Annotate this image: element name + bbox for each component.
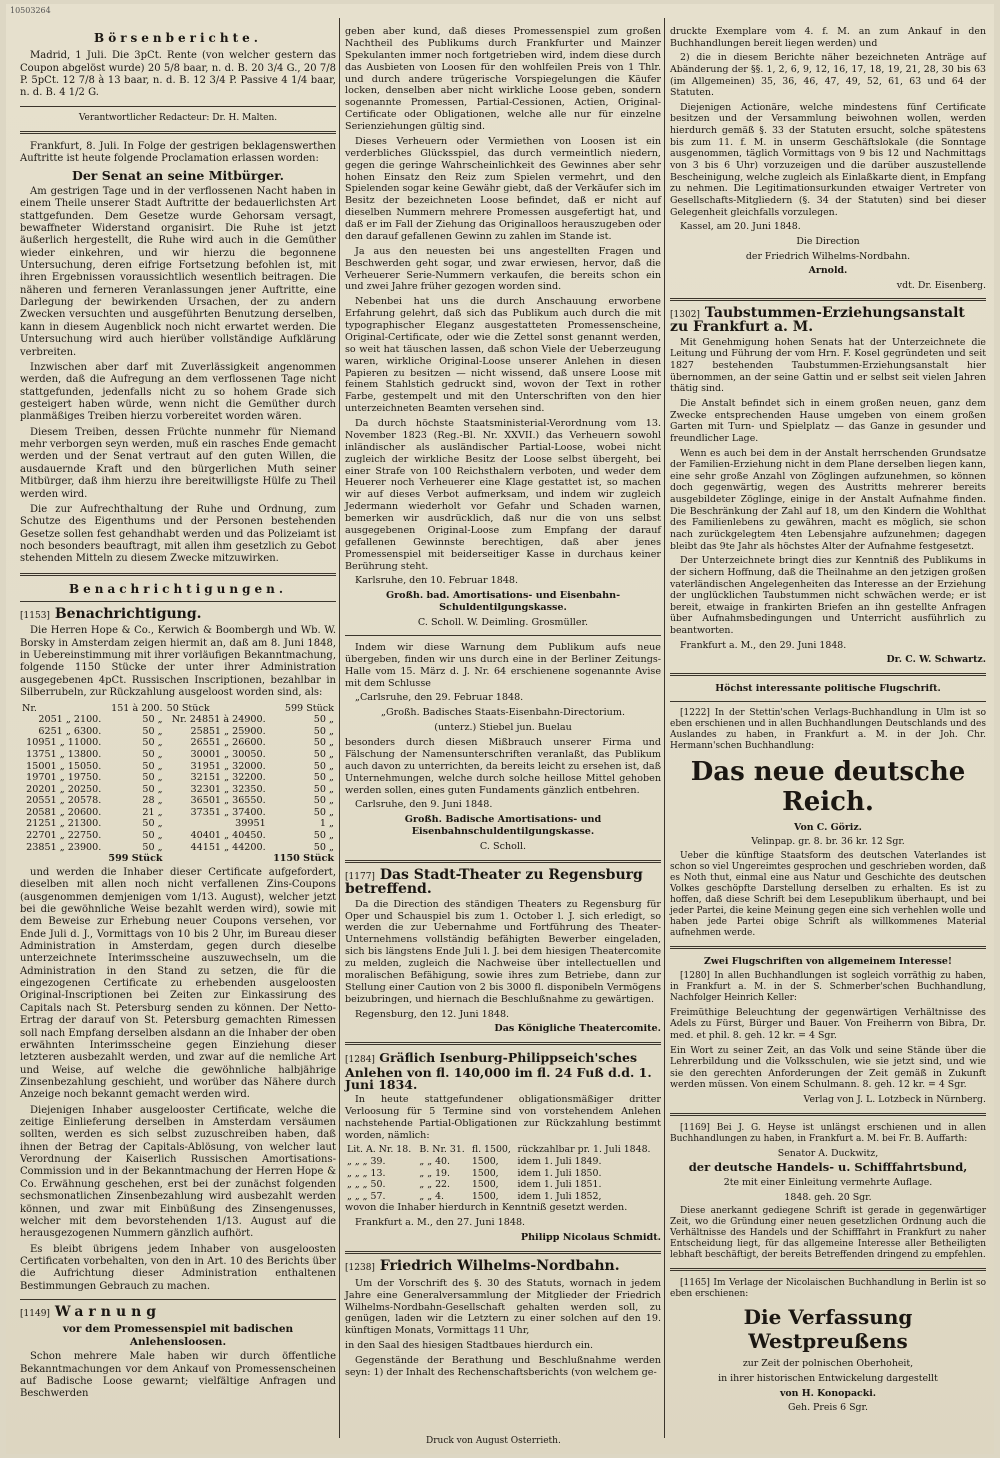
table-cell: 36501 „ 36550. (190, 795, 266, 807)
table-row (20, 737, 336, 749)
table-cell: 25851 „ 25900. (190, 725, 266, 737)
ad-1238-paragraph: Gegenstände der Berathung und Beschlußnahme werden seyn: 1) der Inhalt des Rechenschaftsberichts (von welchem ge- (345, 1355, 661, 1378)
ad-1280-text: In allen Buchhandlungen ist sogleich vorräthig zu haben, in Frankfurt a. M. in der S. Schmerber'schen Buchhandlung, Nachfolger Heinrich Keller: (670, 970, 986, 1003)
ad-ref: [1153] (20, 611, 50, 622)
ad-1284-paragraph: wovon die Inhaber hierdurch in Kenntniß gesetzt werden. (345, 1202, 628, 1214)
senat-title: Der Senat an seine Mitbürger. (72, 167, 284, 183)
divider (670, 701, 986, 702)
ad-ref: [1177] (345, 871, 375, 882)
divider (345, 1251, 661, 1254)
table-cell: idem 1. Juli 1851. (517, 1179, 602, 1191)
table-cell: 1500, (471, 1167, 499, 1179)
table-cell: 23851 „ 23900. (26, 841, 102, 853)
table-cell: 50 „ (313, 783, 334, 795)
table-cell: 20551 „ 20578. (26, 795, 102, 807)
schedule-row (345, 1191, 661, 1203)
column-2 (345, 26, 661, 1382)
table-cell: 2051 „ 2100. (38, 714, 102, 726)
pamphlet-entry: Freimüthige Beleuchtung der gegenwärtigen Verhältnisse des Adels zu Fürst, Bürger und Bauer. Von Freiherrn von Bibra, Dr. med. et phil. 8. geh. 12 kr. = 4 Sgr. (670, 1006, 986, 1041)
ad-1302-paragraph: Mit Genehmigung hohen Senats hat der Unterzeichnete die Leitung und Führung der vom Hrn. F. Kosel gegründeten und seit 1827 bestehenden Taubstummen-Erziehungsanstalt hier übernommen, an der seine Gattin und er selbst seit vielen Jahren thätig sind. (670, 336, 986, 395)
ad-1284-paragraph: In heute stattgefundener obligationsmäßiger dritter Verloosung für 5 Termine sind von vorstehendem Anlehen nachstehende Partial-Obligationen zur Rückzahlung bestimmt worden, nämlich: (345, 1093, 661, 1141)
divider (20, 601, 336, 602)
table-cell: 50 „ (313, 841, 334, 853)
section-title-boersen: Börsenberichte. (94, 31, 262, 45)
ad-1149-paragraph: Schon mehrere Male haben wir durch öffentliche Bekanntmachungen vor dem Ankauf von Promessenscheinen auf Badische Loose gewarnt; vielfältige Anfragen und Beschwerden (20, 1351, 336, 1400)
table-cell: „ „ 22. (419, 1179, 450, 1191)
table-row (20, 761, 336, 773)
table-cell: Nr. 24851 à 24900. (171, 714, 266, 726)
table-cell: 13751 „ 13800. (26, 748, 102, 760)
table-body (20, 714, 336, 853)
newspaper-page (6, 4, 994, 1454)
table-cell: B. Nr. 31. (419, 1144, 465, 1156)
senat-paragraph: Diesem Treiben, dessen Früchte nunmehr für Niemand mehr verborgen seyn werden, muß ein rasches Ende gemacht werden und der Senat vertraut auf den guten Willen, die ausdauernde Kraft und den bürgerlichen Muth seiner Mitbürger, daß ihm hierzu ihre bereitwilligste Hülfe zu Theil werden wird. (20, 426, 336, 500)
table-cell: 50 Stück (166, 702, 210, 714)
senat-paragraph: Die zur Aufrechthaltung der Ruhe und Ordnung, zum Schutze des Eigenthums und der Personen bestehenden Gesetze sollen fest gehandhabt werden und das Polizeiamt ist noch besonders beauftragt, mit allen ihm gesetzlich zu Gebot stehenden Mitteln zu diesem Zwecke mitzuwirken. (20, 503, 336, 565)
table-cell: 599 Stück (108, 853, 163, 865)
senat-paragraph: Inzwischen aber darf mit Zuverlässigkeit angenommen werden, daß die Aufregung an dem verflossenen Tage nicht stattgefunden, jedenfalls nicht zu so hohem Grade sich gesteigert haben würde, wenn nicht die Gemüther durch planmäßiges Treiben hierzu vorbereitet worden wären. (20, 361, 336, 423)
book-description: Ueber die künftige Staatsform des deutschen Vaterlandes ist schon so viel Ungereimtes gesprochen und geschrieben worden, daß es Noth thut, einmal eine aus Natur und Geschichte des deutschen Volkes geschöpfte Darstellung derselben zu erhalten. Es ist zu hoffen, daß diese Schrift bei dem Lesepublikum überhaupt, und bei jeder Partei, die keine Meinung gegen eine sich verhehlen wolle und haben jede Partei obige Schrift als willkommenes Material aufnehmen werde. (670, 850, 986, 938)
table-cell: 50 „ (142, 772, 163, 784)
table-cell: 10951 „ 11000. (26, 737, 102, 749)
table-cell: 22701 „ 22750. (26, 830, 102, 842)
printer-footer: Druck von August Osterrieth. (426, 1436, 561, 1446)
warnung-paragraph: Nebenbei hat uns die durch Anschauung erworbene Erfahrung gelehrt, daß sich das Publikum auch durch die mit typographischer Eleganz ausgestatteten Promessenscheine, Original-Certificate, oder wie die Zettel sonst genannt werden, so weit hat täuschen lassen, daß schon Viele der Ueberzeugung waren, wirkliche Original-Loose unserer Anlehen in diesen Papieren zu besitzen — nicht wissend, daß unsere Loose mit feinem Stahlstich gedruckt sind, wovon der Text in rother Farbe, gestempelt und mit den Unterschriften von den hier unterzeichneten Beamten versehen sind. (345, 296, 661, 415)
warnung-paragraph: Indem wir diese Warnung dem Publikum aufs neue übergeben, finden wir uns durch eine in der Berliner Zeitungs-Halle vom 15. März d. J. Nr. 64 erschienene sogenannte Avise mit dem Schlusse (345, 641, 661, 689)
table-cell: 44151 „ 44200. (190, 841, 266, 853)
book-price: Velinpap. gr. 8. br. 36 kr. 12 Sgr. (751, 836, 905, 848)
table-cell: 151 à 200. (111, 702, 163, 714)
ad-ref: [1149] (20, 1309, 50, 1320)
signature: Das Königliche Theatercomite. (494, 1023, 661, 1035)
table-row (20, 749, 336, 761)
table-cell: 37351 „ 37400. (190, 806, 266, 818)
divider (20, 106, 336, 107)
draw-table (20, 703, 336, 865)
publisher-line: Verlag von J. L. Lotzbeck in Nürnberg. (803, 1094, 986, 1106)
ad-1238-paragraph: Um der Vorschrift des §. 30 des Statuts, wornach in jedem Jahre eine Generalversammlung der Mitglieder der Friedrich Wilhelms-Nordbahn-Gesellschaft gehalten werden soll, zu genügen, laden wir die Letztern zu einer solchen auf den 19. künftigen Monats, Vormittags 11 Uhr, (345, 1277, 661, 1337)
schedule-body (345, 1144, 661, 1202)
place-date: Carlsruhe, den 9. Juni 1848. (355, 799, 493, 811)
table-cell: 1500, (471, 1155, 499, 1167)
divider (670, 1113, 986, 1116)
table-cell: 19701 „ 19750. (26, 772, 102, 784)
table-row (20, 795, 336, 807)
book-price: Geh. Preis 6 Sgr. (788, 1402, 868, 1414)
table-cell: 50 „ (313, 830, 334, 842)
ad-title: Das Stadt-Theater zu Regensburg betreffend. (345, 866, 643, 897)
signature: Dr. C. W. Schwartz. (886, 654, 986, 666)
table-header-row (20, 703, 336, 715)
table-cell: „ „ 4. (419, 1190, 445, 1202)
quote-line: „Großh. Badisches Staats-Eisenbahn-Directorium. (381, 707, 625, 719)
table-cell: 1500, (471, 1190, 499, 1202)
ad-title: Friedrich Wilhelms-Nordbahn. (379, 1257, 620, 1274)
book-author: Von C. Göriz. (794, 821, 862, 833)
table-cell: 32301 „ 32350. (190, 783, 266, 795)
ad-1153-heading (20, 608, 336, 622)
table-cell: 20201 „ 20250. (26, 783, 102, 795)
table-cell: „ „ „ 57. (347, 1190, 386, 1202)
signatories: C. Scholl. (479, 841, 527, 852)
ad-1302-paragraph: Wenn es auch bei dem in der Anstalt herrschenden Grundsatze der Familien-Erziehung nicht in dem Plane derselben liegen kann, eine sehr große Anzahl von Zöglingen aufzunehmen, so können doch gegenwärtig, wegen des Austritts mehrerer bereits ausgebildeter Zöglinge, einige in der Anstalt Aufnahme finden. Die Beschränkung der Zahl auf 18, um den Kindern die Wohlthat des Familienlebens zu gewähren, macht es möglich, sie schon nach zurückgelegtem 4ten Lebensjahre aufzunehmen; dagegen bleibt das 9te Jahr als höchstes Alter der Aufnahme festgesetzt. (670, 447, 986, 552)
book-subtitle: zur Zeit der polnischen Oberhoheit, (742, 1358, 914, 1370)
table-cell: „ „ „ 50. (347, 1179, 386, 1191)
ad-ref: [1222] (680, 707, 710, 718)
archive-id: 10503264 (10, 6, 51, 15)
ad-1153-paragraph: und werden die Inhaber dieser Certificate aufgefordert, dieselben mit allen noch nicht verfallenen Zins-Coupons (ausgenommen demjenigen vom 1/13. August), welcher jetzt bei die gewöhnliche Weise bezahlt werden wird), sowie mit dem Beweise zur Erhebung neuer Coupons versehen, vor Ende Juli d. J., Vormittags von 10 bis 2 Uhr, im Bureau dieser Administration in Amsterdam, gegen durch dieselbe unterzeichnete Interimsscheine auszuwechseln, um die Administration in den Stand zu setzen, die für die eingezogenen Certificate zu erhebenden ausgeloosten Original-Inscriptionen bei Zeiten zur Einkassirung des Capitals nach St. Petersburg senden zu können. Der Netto-Ertrag der darauf von St. Petersburg gemachten Rimessen soll nach Empfang derselben alsdann an die Inhaber der oben erwähnten Interimsscheine gegen Einziehung dieser letzteren ausbezahlt werden, und zwar auf die nemliche Art und Weise, auf welche die gewöhnliche halbjährige Zinsenbezahlung geschieht, und worüber das Nähere durch Anzeige noch bekannt gemacht werden wird. (20, 866, 336, 1101)
ad-ref: [1238] (345, 1262, 375, 1273)
table-cell: 50 „ (313, 737, 334, 749)
table-cell: 30001 „ 30050. (190, 748, 266, 760)
table-cell: idem 1. Juli 1850. (517, 1167, 602, 1179)
book-edition: 2te mit einer Einleitung vermehrte Auflage. (723, 1177, 933, 1188)
ad-1238-paragraph: in den Saal des hiesigen Stadtbaues hierdurch ein. (345, 1340, 594, 1352)
signatories: C. Scholl. W. Deimling. Grosmüller. (417, 617, 589, 628)
repayment-schedule (345, 1144, 661, 1202)
table-cell: 28 „ (142, 795, 163, 807)
ad-1302-paragraph: Die Anstalt befindet sich in einem großen neuen, ganz dem Zwecke entsprechenden Hause umgeben von einem großen Garten mit Turn- und Spielplatz — das Ganze in gesunder und freundlicher Lage. (670, 397, 986, 444)
ad-title: Benachrichtigung. (54, 606, 202, 623)
authority-name: Großh. Badische Amortisations- und Eisenbahnschuldentilgungskasse. (404, 814, 602, 838)
ad-1153-paragraph: Diejenigen Inhaber ausgelooster Certificate, welche die zeitige Einlieferung derselben in Amsterdam versäumen sollten, werden es sich selbst zuzuschreiben haben, daß ihnen der Betrag der Capitals-Ablösung, von welcher laut Verordnung der Kaiserlich Russischen Amortisations-Commission und in der Bekanntmachung der Herren Hope & Co. Erwähnung geschehen, erst bei der zunächst folgenden sechsmonatlichen Zinsenbezahlung wird ausbezahlt werden können, und zwar mit Einbüßung des Zinsengenusses, welcher mit dem bevorstehenden 1/13. August auf die herausgezogenen Nummern gänzlich aufhört. (20, 1104, 336, 1240)
table-cell: 21 „ (142, 806, 163, 818)
table-cell: 50 „ (142, 714, 163, 726)
madrid-report: Madrid, 1 Juli. Die 3pCt. Rente (von welcher gestern das Coupon abgelöst wurde) 20 5/8 baar, n. d. B. 20 3/4 G., 20 7/8 P. 5pCt. 12 7/8 à 13 baar, n. d. B. 12 3/4 P. Passive 4 1/4 baar, n. d. B. 4 1/2 G. (20, 50, 336, 99)
schedule-row (345, 1156, 661, 1168)
divider (670, 298, 986, 301)
table-cell: 6251 „ 6300. (38, 725, 102, 737)
table-total-row (20, 853, 336, 865)
section-title-benach: Benachrichtigungen. (68, 581, 288, 596)
table-cell: 50 „ (313, 772, 334, 784)
ad-1222-headline: Höchst interessante politische Flugschrift. (715, 683, 941, 695)
table-cell: fl. 1500, (471, 1144, 511, 1156)
divider (20, 131, 336, 134)
book-price: 1848. geh. 20 Sgr. (784, 1191, 872, 1203)
ad-1302-paragraph: Der Unterzeichnete bringt dies zur Kenntniß des Publikums in der sichern Hoffnung, daß die Theilnahme an den jetzigen großen vaterländischen Angelegenheiten das Interesse an der Erziehung der unglücklichen Taubstummen nicht schwächen werde; er ist bereit, etwaige in frankirten Briefen an ihn gestellte Anfragen über Aufnahmsbedingungen und Unterricht ausführlich zu beantworten. (670, 555, 986, 637)
table-cell: 50 „ (313, 748, 334, 760)
table-cell: 32151 „ 32200. (190, 772, 266, 784)
nordbahn-paragraph: Diejenigen Actionäre, welche mindestens fünf Certificate besitzen und der Versammlung beiwohnen wollen, werden hierdurch gemäß §. 33 der Statuten ersucht, solche spätestens bis zum 11. f. M. in unserm Geschäftslokale (die Sonntage ausgenommen, täglich Vormittags von 9 bis 12 und Nachmittags von 3 bis 6 Uhr) vorzuzeigen und die darüber auszustellende Bescheinigung, welche zugleich als Einlaßkarte dient, in Empfang zu nehmen. Die Legitimationsurkunden etwaiger Vertreter von Gesellschafts-Mitgliedern (§. 34 der Statuten) sind bei dieser Gelegenheit gleichfalls vorzulegen. (670, 101, 986, 218)
table-row (20, 842, 336, 854)
table-row (20, 818, 336, 830)
warnung-paragraph: Da durch höchste Staatsministerial-Verordnung vom 13. November 1823 (Reg.-Bl. Nr. XXVII.) das Verheuern sowohl inländischer als ausländischer Partial-Loose, wobei nicht zugleich der wirkliche Besitz der Loose selbst übergeht, bei einer Strafe von 100 Reichsthalern verboten, und weder dem Heuerer noch Verheuerer eine Klage gestattet ist, so machen wir auf dieses Verbot aufmerksam, und indem wir zugleich Jedermann wiederholt vor Gefahr und Schaden warnen, bemerken wir ausdrücklich, daß nur die von uns selbst ausgegebenen Original-Loose zum Empfang der darauf gefallenen Gewinnste berechtigen, daß aber jenes Promessenspiel mit beiderseitiger Kasse in durchaus keiner Berührung steht. (345, 418, 661, 572)
ad-1177-paragraph: Da die Direction des ständigen Theaters zu Regensburg für Oper und Schauspiel bis zum 1. October l. J. sich erledigt, so werden die zur Uebernahme und Fortführung des Theater-Unternehmens vollständig befähigten Bewerber eingeladen, sich bis längstens Ende Juli l. J. bei dem hiesigen Theatercomite zu melden, zugleich die Nachweise über intellectuellen und moralischen Befähigung, sowie ihres zum Betriebe, dann zur Stellung einer Caution von 2 bis 3000 fl. disponibeln Vermögens beizubringen, und hiernach die Beschlußnahme zu gewärtigen. (345, 898, 661, 1005)
signature-line: vdt. Dr. Eisenberg. (896, 279, 986, 291)
book-author: von H. Konopacki. (779, 1387, 877, 1399)
ad-1222-text: In der Stettin'schen Verlags-Buchhandlung in Ulm ist so eben erschienen und in allen Buchhandlungen Deutschlands und des Auslandes zu haben, in Frankfurt a. M. in der Joh. Chr. Hermann'schen Buchhandlung: (670, 707, 986, 751)
table-cell: idem 1. Juli 1852, (517, 1190, 602, 1202)
table-cell: 15001 „ 15050. (26, 760, 102, 772)
book-description: Diese anerkannt gediegene Schrift ist gerade in gegenwärtiger Zeit, wo die Gründung einer neuen gesetzlichen Ordnung auch die Verhältnisse des Handels und der Schifffahrt in Frankfurt zu naher Entscheidung liegt, für das allgemeine Interesse aller Betheiligten lebhaft beschäftigt, der bereits Betreffenden dringend zu empfehlen. (670, 1206, 986, 1261)
book-title-westpreussen: Die Verfassung Westpreußens (743, 1305, 913, 1354)
schedule-row (345, 1168, 661, 1180)
ad-1153-paragraph: Es bleibt übrigens jedem Inhaber von ausgeloosten Certificaten vorbehalten, von den in Art. 10 des Berichts über die Aufrichtung dieser Administration enthaltenen Bestimmungen Gebrauch zu machen. (20, 1243, 336, 1292)
place-date: Regensburg, den 12. Juni 1848. (355, 1008, 510, 1020)
place-date: Karlsruhe, den 10. Februar 1848. (355, 575, 519, 587)
table-cell: 50 „ (142, 748, 163, 760)
table-cell: 26551 „ 26600. (190, 737, 266, 749)
table-cell: 50 „ (142, 725, 163, 737)
ad-ref: [1284] (345, 1055, 375, 1066)
ad-1222-intro (670, 708, 986, 752)
ad-1169-intro (670, 1123, 986, 1145)
frankfurt-intro: Frankfurt, 8. Juli. In Folge der gestrigen beklagenswerthen Auftritte ist heute folgende Proclamation erlassen worden: (20, 140, 336, 165)
table-cell: „ „ „ 13. (347, 1167, 386, 1179)
ad-ref: [1280] (680, 970, 710, 981)
schedule-row (345, 1179, 661, 1191)
table-cell: 50 „ (142, 760, 163, 772)
table-cell: 50 „ (313, 760, 334, 772)
divider (20, 1299, 336, 1300)
ad-1280-headline: Zwei Flugschriften von allgemeinem Interesse! (704, 955, 952, 967)
divider (20, 573, 336, 576)
schedule-row (345, 1144, 661, 1156)
table-cell: „ „ „ 39. (347, 1155, 386, 1167)
table-cell: 50 „ (142, 783, 163, 795)
ad-title: Warnung (54, 1304, 162, 1321)
table-cell: 50 „ (313, 806, 334, 818)
quote-line: „Carlsruhe, den 29. Februar 1848. (355, 692, 524, 704)
ad-ref: [1165] (680, 1278, 710, 1289)
ad-title: Gräflich Isenburg-Philippseich'sches Anlehen von fl. 140,000 im fl. 24 Fuß d.d. 1. Juni 1834. (345, 1050, 652, 1092)
table-row (20, 726, 336, 738)
pamphlet-entry: Ein Wort zu seiner Zeit, an das Volk und seine Stände über die Lehrerbildung und die Volksschulen, wie sie jetzt sind, und wie sie den gerechten Anforderungen der Zeit gemäß in Zukunft werden müssen. Von einem Schulmann. 8. geh. 12 kr. = 4 Sgr. (670, 1044, 986, 1091)
signature-line: der Friedrich Wilhelms-Nordbahn. (745, 250, 911, 262)
table-row (20, 714, 336, 726)
warnung-paragraph: besonders durch diesen Mißbrauch unserer Firma und Fälschung der Namensunterschriften veranlaßt, das Publikum auch davon zu unterrichten, da bereits leicht zu ersehen ist, daß Unternehmungen, welche durch solche heillose Mittel gehoben werden sollen, eines guten Fundaments gänzlich entbehren. (345, 737, 661, 796)
table-cell: „ „ 40. (419, 1155, 450, 1167)
warnung-paragraph: geben aber kund, daß dieses Promessenspiel zum großen Nachtheil des Publikums durch Frankfurter und Mainzer Spekulanten immer noch fortgetrieben wird, indem diese durch das Ausbieten von Loosen für den wohlfeilen Preis von 1 Thlr. und durch andere trügerische Vorspiegelungen die Käufer locken, denselben aber nicht wirkliche Loose geben, sondern sogenannte Promessen, Partial-Cessionen, Actien, Original-Certificate oder Obligationen, welche alle nur für einzelne Serienziehungen gültig sind. (345, 26, 661, 132)
ad-1165-intro (670, 1278, 986, 1300)
table-cell: 31951 „ 32000. (190, 760, 266, 772)
table-cell: idem 1. Juli 1849. (517, 1155, 602, 1167)
table-cell: rückzahlbar pr. 1. Juli 1848. (517, 1144, 651, 1156)
authority-name: Großh. bad. Amortisations- und Eisenbahn-Schuldentilgungskasse. (385, 590, 621, 614)
ad-ref: [1302] (670, 310, 700, 321)
redacteur-line: Verantwortlicher Redacteur: Dr. H. Malten. (78, 112, 278, 123)
table-cell: 21251 „ 21300. (26, 818, 102, 830)
book-title-handelsbund: der deutsche Handels- u. Schifffahrtsbund, (688, 1160, 968, 1175)
warnung-paragraph: Dieses Verheuern oder Vermiethen von Loosen ist ein verderbliches Glücksspiel, das durch vermeintlich niedern, gegen die geringe Wahrscheinlichkeit des Gewinnes aber sehr hohen Einsatz den Reiz zum Spielen vermehrt, und den Spielenden sogar keine Gewähr giebt, daß der Verkäufer sich im Besitz der bezeichneten Loose befindet, daß er nicht auf dieselben Nummern mehrere Promessen ausgefertigt hat, und daß er im Fall der Ziehung das Originalloos herauszugeben oder den darauf gefallenen Gewinn zu zahlen im Stande ist. (345, 135, 661, 242)
table-cell: 50 „ (142, 737, 163, 749)
ad-1302-heading (670, 305, 986, 336)
ad-title: Taubstummen-Erziehungsanstalt zu Frankfurt a. M. (670, 305, 965, 336)
table-cell: Nr. (22, 702, 37, 714)
ad-1153-paragraph: Die Herren Hope & Co., Kerwich & Boombergh und Wb. W. Borsky in Amsterdam zeigen hiermit an, daß am 8. Juni 1848, in Uebereinstimmung mit ihrer vorläufigen Bekanntmachung, folgende 1150 Stücke der unter ihrer Administration ausgegebenen 4pCt. Russischen Inscriptionen, bezahlbar in Silberrubeln, zur Rückzahlung ausgeloost worden sind, als: (20, 625, 336, 699)
column-3 (670, 26, 986, 1417)
signature: Philipp Nicolaus Schmidt. (520, 1232, 661, 1244)
table-row (20, 784, 336, 796)
senat-paragraph: Am gestrigen Tage und in der verflossenen Nacht haben in einem Theile unserer Stadt Auftritte der bedauerlichsten Art stattgefunden. Dem Gesetze wurde Gehorsam versagt, bewaffneter Widerstand organisirt. Die Ruhe ist jetzt äußerlich hergestellt, die Ruhe wird auch in die Gemüther wieder einkehren, und wir hierzu die begonnene Untersuchung, deren eifrige Fortsetzung befohlen ist, mit ihren Ergebnissen voraussichtlich wesentlich beitragen. Die näheren und ferneren Veranlassungen jener Auftritte, eine Darlegung der bewirkenden Ursachen, der zu andern Zwecken versuchten und ausgeführten Benutzung derselben, kann in diesem Augenblick noch nicht erwartet werden. Die Untersuchung wird auch hierüber vollständige Aufklärung verbreiten. (20, 185, 336, 358)
table-cell: 1 „ (319, 818, 334, 830)
quote-line: (unterz.) Stiebel jun. Buelau (434, 722, 572, 734)
table-cell: 20581 „ 20600. (26, 806, 102, 818)
ad-1149-subtitle: vor dem Promessenspiel mit badischen Anlehensloosen. (62, 1323, 294, 1348)
table-cell: „ „ 19. (419, 1167, 450, 1179)
table-cell: 50 „ (142, 841, 163, 853)
ad-1149-heading (20, 1306, 336, 1320)
divider (670, 1268, 986, 1271)
book-author: Senator A. Duckwitz, (777, 1147, 879, 1159)
table-cell: Lit. A. Nr. 18. (347, 1144, 412, 1156)
table-cell: 50 „ (142, 818, 163, 830)
ad-1284-heading (345, 1052, 661, 1091)
ad-1169-text: Bei J. G. Heyse ist unlängst erschienen und in allen Buchhandlungen zu haben, in Frankfurt a. M. bei Fr. B. Auffarth: (670, 1122, 986, 1144)
table-cell: 50 „ (313, 725, 334, 737)
place-date: Kassel, am 20. Juni 1848. (680, 221, 801, 233)
table-cell: 50 „ (313, 795, 334, 807)
table-cell: 40401 „ 40450. (190, 830, 266, 842)
table-cell: 50 „ (313, 714, 334, 726)
column-rule (339, 18, 340, 1438)
table-cell: 50 „ (142, 830, 163, 842)
warnung-paragraph: Ja aus den neuesten bei uns angestellten Fragen und Beschwerden geht sogar, und zwar erwiesen, hervor, daß die Verheuerer Serie-Nummern verkaufen, die bereits schon ein und zwei Jahre früher gezogen worden sind. (345, 245, 661, 293)
signature-line: Arnold. (808, 265, 848, 277)
table-row (20, 772, 336, 784)
ad-1280-intro (670, 971, 986, 1004)
divider (345, 1042, 661, 1045)
divider (670, 946, 986, 949)
place-date: Frankfurt a. M., den 27. Juni 1848. (355, 1217, 526, 1229)
ad-ref: [1169] (680, 1122, 710, 1133)
divider (345, 635, 661, 636)
nordbahn-paragraph: druckte Exemplare vom 4. f. M. an zum Ankauf in den Buchhandlungen bereit liegen werden) und (670, 26, 986, 49)
divider (670, 673, 986, 676)
ad-1238-heading (345, 1257, 661, 1275)
table-row (20, 830, 336, 842)
ad-1165-text: Im Verlage der Nicolaischen Buchhandlung in Berlin ist so eben erschienen: (670, 1278, 986, 1300)
ad-1177-heading (345, 866, 661, 897)
column-1 (20, 26, 336, 1404)
divider (345, 860, 661, 863)
column-rule (664, 18, 665, 1438)
book-subtitle: in ihrer historischen Entwickelung dargestellt (718, 1372, 938, 1384)
signature-line: Die Direction (796, 235, 860, 247)
table-cell: 1500, (471, 1179, 499, 1191)
table-cell: 39951 (235, 818, 266, 830)
table-cell: 599 Stück (284, 702, 334, 714)
book-title-reich: Das neue deutsche Reich. (690, 756, 966, 817)
place-date: Frankfurt a. M., den 29. Juni 1848. (680, 639, 847, 651)
table-row (20, 807, 336, 819)
table-cell: 1150 Stück (273, 853, 334, 865)
nordbahn-paragraph: 2) die in diesem Berichte näher bezeichneten Anträge auf Abänderung der §§. 1, 2, 6, 9, 12, 16, 17, 18, 19, 21, 28, 30 bis 63 (im Allgemeinen) 35, 36, 46, 47, 49, 52, 61, 63 und 64 der Statuten. (670, 52, 986, 99)
